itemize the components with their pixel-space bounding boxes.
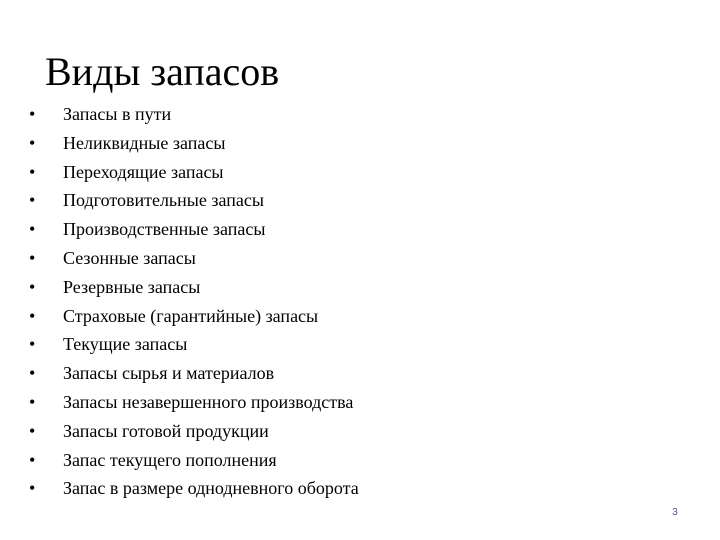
bullet-mark: • — [29, 449, 36, 470]
list-item-text: Запасы сырья и материалов — [63, 363, 275, 384]
list-item-text: Переходящие запасы — [63, 161, 224, 182]
bullet-mark: • — [29, 247, 36, 268]
bullet-mark: • — [29, 161, 36, 182]
list-item-text: Запасы готовой продукции — [63, 420, 269, 441]
list-item-text: Сезонные запасы — [63, 247, 196, 268]
bullet-mark: • — [29, 478, 36, 499]
page-number: 3 — [672, 507, 678, 518]
list-item-text: Запасы в пути — [63, 104, 172, 124]
list-item-text: Страховые (гарантийные) запасы — [63, 305, 319, 326]
bullet-mark: • — [29, 190, 36, 211]
list-item-text: Запас текущего пополнения — [63, 449, 277, 470]
bullet-mark: • — [29, 305, 36, 326]
bullet-mark: • — [29, 219, 36, 240]
bullet-mark: • — [29, 363, 36, 384]
list-item-text: Запас в размере однодневного оборота — [63, 478, 359, 499]
bullet-mark: • — [29, 334, 36, 355]
bullet-mark: • — [29, 276, 36, 297]
list-item-text: Текущие запасы — [63, 334, 188, 355]
bullet-mark: • — [29, 391, 36, 412]
list-item-text: Запасы незавершенного производства — [63, 391, 354, 412]
list-item-text: Неликвидные запасы — [63, 132, 226, 153]
bullet-mark: • — [29, 132, 36, 153]
list-item-text: Подготовительные запасы — [63, 190, 264, 211]
list-item-text: Производственные запасы — [63, 219, 266, 240]
slide-title: Виды запасов — [45, 49, 280, 94]
bullet-mark: • — [29, 104, 36, 124]
bullet-mark: • — [29, 420, 36, 441]
list-item-text: Резервные запасы — [63, 276, 201, 297]
